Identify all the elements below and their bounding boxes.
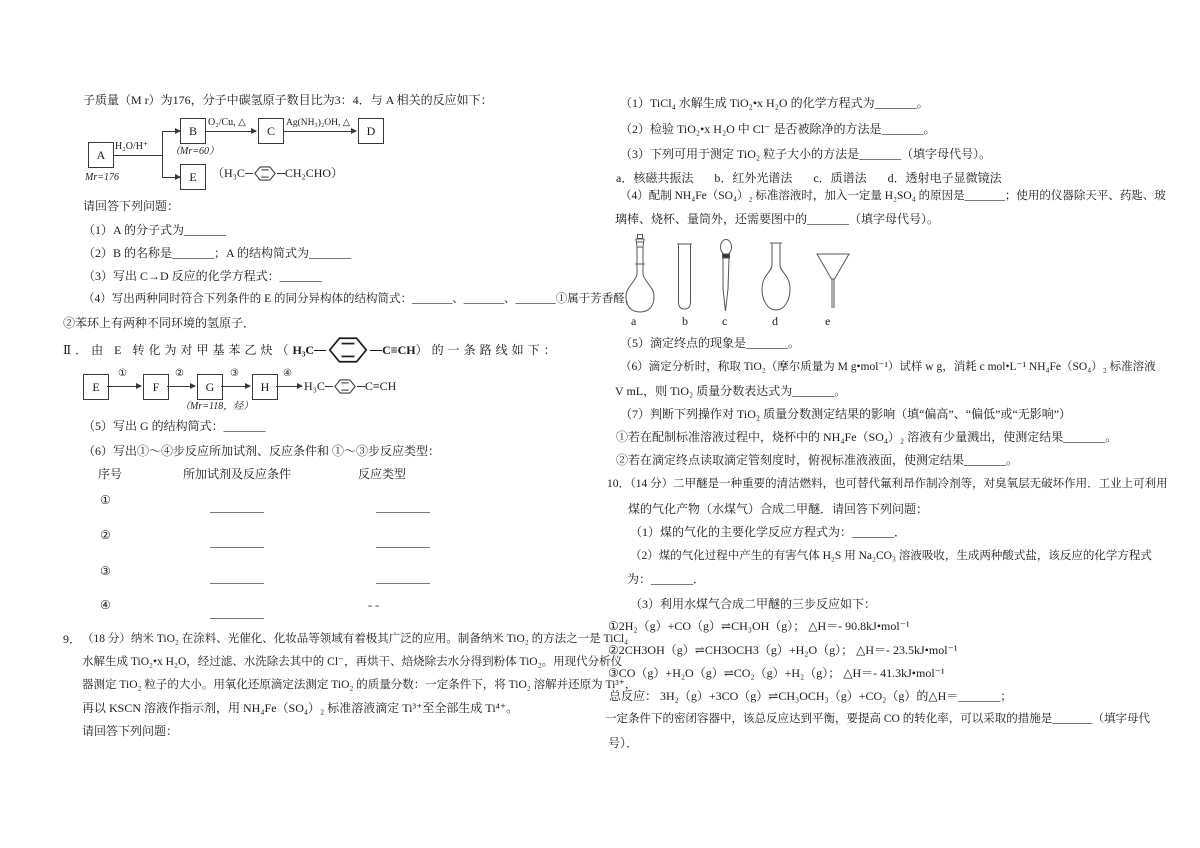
node-box-f: F bbox=[143, 374, 169, 400]
product-formula: H₃C C≡CH bbox=[304, 379, 397, 393]
table-row-blank: _________ bbox=[210, 606, 264, 620]
r-question-6-line-1: （6）滴定分析时，称取 TiO₂（摩尔质量为 M g•mol⁻¹）试样 w g，消耗 c mol•L⁻¹ NH₄Fe（SO₄）₂ 标准溶液 bbox=[620, 361, 1156, 373]
question-10-sub-1: （1）煤的气化的主要化学反应方程式为：_______． bbox=[630, 525, 907, 539]
single-bond bbox=[325, 386, 333, 387]
node-box-e: E bbox=[180, 164, 206, 190]
apparatus-label-e: e bbox=[825, 314, 831, 328]
table-row-blank: _________ bbox=[376, 571, 430, 585]
methylphenylacetylene-structure: H₃C C≡CH bbox=[293, 335, 416, 365]
r-question-3: （3）下列可用于测定 TiO₂ 粒子大小的方法是_______（填字母代号）。 bbox=[620, 147, 992, 161]
table-header-no: 序号 bbox=[98, 467, 123, 481]
arrow bbox=[162, 177, 180, 178]
node-b-mass: （Mr=60） bbox=[170, 146, 219, 157]
apparatus-label-c: c bbox=[722, 314, 728, 328]
single-bond bbox=[314, 350, 326, 351]
arrowhead bbox=[136, 383, 142, 389]
compound-e-formula: （H₃C CH₂CHO） bbox=[212, 166, 344, 180]
r-question-6-line-2: V mL，则 TiO₂ 质量分数表达式为_______。 bbox=[615, 384, 847, 398]
node-box-h: H bbox=[252, 374, 278, 400]
question-9-line-4: 再以 KSCN 溶液作指示剂，用 NH₄Fe（SO₄）₂ 标准溶液滴定 Ti³⁺至全部生成 Ti⁴⁺。 bbox=[82, 701, 519, 715]
apparatus-label-d: d bbox=[772, 314, 778, 328]
node-box-a: A bbox=[88, 142, 114, 168]
question-5: （5）写出 G 的结构简式：_______ bbox=[83, 419, 266, 433]
single-bond bbox=[370, 350, 382, 351]
question-10-note-line-2: 号）． bbox=[608, 736, 639, 750]
apparatus-label-a: a bbox=[631, 314, 637, 328]
step-3-label: ③ bbox=[230, 368, 239, 379]
question-2: （2）B 的名称是_______；A 的结构简式为_______ bbox=[83, 246, 352, 260]
arrow bbox=[221, 386, 250, 387]
r-question-2: （2）检验 TiO₂•x H₂O 中 Cl⁻ 是否被除净的方法是_______。 bbox=[620, 122, 936, 136]
arrow bbox=[284, 131, 356, 132]
total-reaction-line: 总反应： 3H₂（g）+3CO（g）⇌CH₃OCH₃（g）+CO₂（g）的△H＝_______； bbox=[609, 689, 1013, 703]
question-9-line-5: 请回答下列问题： bbox=[82, 724, 179, 738]
benzene-ring-icon bbox=[333, 378, 357, 395]
table-row-dash: - - bbox=[368, 598, 379, 612]
question-9-line-2: 水解生成 TiO₂•x H₂O，经过滤、水洗除去其中的 Cl⁻，再烘干、焙烧除去水分得到粉体 TiO₂。用现代分析仪 bbox=[82, 656, 623, 668]
node-box-c: C bbox=[258, 118, 284, 144]
r-question-4-line-2: 璃棒、烧杯、量筒外，还需要图中的_______（填字母代号）。 bbox=[615, 212, 940, 226]
table-row-blank: _________ bbox=[376, 535, 430, 549]
arrow bbox=[162, 131, 180, 132]
node-box-d: D bbox=[358, 118, 384, 144]
funnel-icon bbox=[816, 252, 850, 310]
single-bond bbox=[357, 386, 365, 387]
reaction-scheme-2 bbox=[80, 368, 560, 412]
question-10-sub-2-line-1: （2）煤的气化过程中产生的有害气体 H₂S 用 Na₂CO₃ 溶液吸收，生成两种酸式盐，该反应的化学方程式 bbox=[630, 550, 1152, 562]
node-box-b: B bbox=[180, 118, 206, 144]
arrow bbox=[206, 131, 256, 132]
equation-2: ②2CH3OH（g）⇌CH3OCH3（g）+H₂O（g）； △H＝- 23.5kJ•mol⁻¹ bbox=[608, 643, 958, 657]
single-bond bbox=[245, 173, 253, 174]
r-question-5: （5）滴定终点的现象是_______。 bbox=[620, 336, 801, 350]
r-question-7: （7）判断下列操作对 TiO₂ 质量分数测定结果的影响（填“偏高”、“偏低”或“无影响”） bbox=[620, 407, 1072, 421]
reaction-scheme-1 bbox=[85, 112, 548, 210]
table-row-blank: _________ bbox=[210, 571, 264, 585]
r-question-1: （1）TiCl₄ 水解生成 TiO₂•x H₂O 的化学方程式为_______。 bbox=[620, 96, 929, 110]
table-row-no: ② bbox=[100, 528, 111, 542]
branch-line bbox=[162, 131, 163, 177]
node-g-mass: （Mr=118，烃） bbox=[180, 401, 254, 412]
question-10-note-line-1: 一定条件下的密闭容器中，该总反应达到平衡，要提高 CO 的转化率，可以采取的措施是_______（填字母代 bbox=[605, 713, 1150, 725]
table-row-blank: _________ bbox=[210, 535, 264, 549]
table-row-no: ③ bbox=[100, 564, 111, 578]
question-9-line-3: 器测定 TiO₂ 粒子的大小。用氧化还原滴定法测定 TiO₂ 的质量分数：一定条件下，将 TiO₂ 溶解并还原为 Ti³⁺， bbox=[82, 679, 637, 691]
arrow-label-hydrolysis: H₂O/H⁺ bbox=[115, 141, 149, 152]
node-box-e2: E bbox=[83, 374, 109, 400]
volumetric-flask-icon bbox=[623, 234, 657, 314]
arrow bbox=[276, 386, 302, 387]
table-row-blank: _________ bbox=[376, 500, 430, 514]
node-a-mass: Mr=176 bbox=[85, 172, 119, 183]
question-10-sub-2-line-2: 为：_______． bbox=[627, 572, 706, 586]
question-10-sub-3: （3）利用水煤气合成二甲醚的三步反应如下： bbox=[630, 597, 877, 611]
single-bond bbox=[277, 173, 285, 174]
arrowhead bbox=[297, 383, 303, 389]
question-4-line-2: ②苯环上有两种不同环境的氢原子． bbox=[63, 316, 256, 330]
table-row-no: ④ bbox=[100, 598, 111, 612]
question-4-line-1: （4）写出两种同时符合下列条件的 E 的同分异构体的结构简式：_______、_______、_______①属于芳香醛， bbox=[83, 293, 637, 305]
question-9-number: 9． bbox=[63, 632, 82, 646]
r-question-4-line-1: （4）配制 NH₄Fe（SO₄）₂ 标准溶液时，加入一定量 H₂SO₄ 的原因是_______；使用的仪器除天平、药匙、玻 bbox=[620, 190, 1166, 202]
please-answer-line: 请回答下列问题： bbox=[83, 199, 180, 213]
step-2-label: ② bbox=[175, 368, 184, 379]
r-question-3-options: a．核磁共振法 b．红外光谱法 c．质谱法 d．透射电子显微镜法 bbox=[616, 171, 1002, 185]
table-row-no: ① bbox=[100, 493, 111, 507]
section-2-heading: Ⅱ．由 E 转化为对甲基苯乙炔（ H₃C C≡CH ）的一条路线如下： bbox=[63, 334, 560, 366]
table-row-blank: _________ bbox=[210, 500, 264, 514]
step-1-label: ① bbox=[118, 368, 127, 379]
arrowhead bbox=[351, 128, 357, 134]
table-header-type: 反应类型 bbox=[358, 467, 407, 481]
question-10-line-1: 10．（14 分）二甲醚是一种重要的清洁燃料，也可替代氟利昂作制冷剂等，对臭氧层无破坏作用．工业上可利用 bbox=[607, 478, 1168, 490]
left-intro-line: 子质量（M r）为176，分子中碳氢原子数目比为3：4．与 A 相关的反应如下： bbox=[83, 93, 493, 107]
question-6: （6）写出①～④步反应所加试剂、反应条件和 ①～③步反应类型： bbox=[83, 444, 441, 458]
apparatus-label-b: b bbox=[682, 314, 688, 328]
arrowhead bbox=[245, 383, 251, 389]
table-header-reagent: 所加试剂及反应条件 bbox=[183, 467, 292, 481]
test-tube-icon bbox=[677, 242, 692, 312]
round-bottom-flask-icon bbox=[759, 242, 793, 312]
question-9-line-1: （18 分）纳米 TiO₂ 在涂料、光催化、化妆品等领域有着极其广泛的应用。制备纳米 TiO₂ 的方法之一是 TiCl₄ bbox=[82, 633, 629, 645]
arrow bbox=[107, 386, 141, 387]
benzene-ring-icon bbox=[326, 335, 370, 365]
node-box-g: G bbox=[197, 374, 223, 400]
equation-3: ③CO（g）+H₂O（g）⇌CO₂（g）+H₂（g）； △H＝- 41.3kJ•mol⁻¹ bbox=[608, 666, 945, 680]
arrowhead bbox=[251, 128, 257, 134]
arrow-label-tollens: Ag(NH₃)₂OH, △ bbox=[286, 118, 351, 128]
glassware-figure bbox=[618, 234, 878, 328]
step-4-label: ④ bbox=[283, 368, 292, 379]
question-1: （1）A 的分子式为_______ bbox=[83, 223, 227, 237]
arrowhead bbox=[190, 383, 196, 389]
question-10-line-2: 煤的气化产物（水煤气）合成二甲醚．请回答下列问题： bbox=[628, 502, 929, 516]
arrow bbox=[114, 155, 162, 156]
benzene-ring-icon bbox=[253, 165, 277, 182]
question-3: （3）写出 C→D 反应的化学方程式：_______ bbox=[83, 269, 322, 283]
dropper-icon bbox=[719, 239, 733, 313]
r-question-7-sub-1: ①若在配制标准溶液过程中，烧杯中的 NH₄Fe（SO₄）₂ 溶液有少量溅出，使测定结果_______。 bbox=[616, 430, 1118, 444]
arrow-label-oxidation: O₂/Cu, △ bbox=[208, 117, 246, 128]
r-question-7-sub-2: ②若在滴定终点读取滴定管刻度时，俯视标准液液面，使测定结果_______。 bbox=[616, 453, 1019, 467]
equation-1: ①2H₂（g）+CO（g）⇌CH₃OH（g）； △H＝- 90.8kJ•mol⁻¹ bbox=[608, 619, 910, 633]
arrow bbox=[167, 386, 195, 387]
